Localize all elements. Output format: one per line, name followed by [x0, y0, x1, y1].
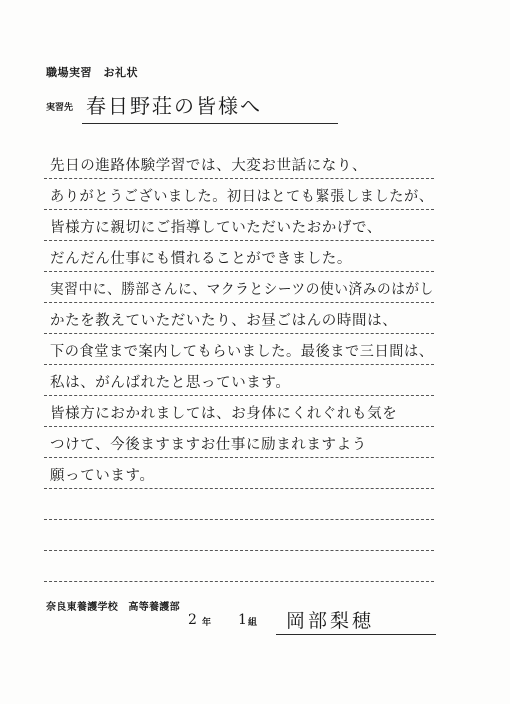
letter-line-text: 願っています。 [50, 468, 155, 484]
letter-line [44, 520, 434, 551]
class-info [188, 608, 438, 638]
letter-body [44, 148, 434, 582]
student-name: 岡部梨穂 [286, 610, 375, 632]
destination-label: 実習先 [46, 103, 74, 113]
letter-line [44, 458, 434, 489]
letter-line [44, 551, 434, 582]
class-unit: 組 [248, 618, 258, 628]
letter-line [44, 427, 434, 458]
destination-underline [82, 123, 338, 124]
name-underline [276, 634, 436, 635]
letter-line-text: 先日の進路体験学習では、大変お世話になり、 [50, 158, 368, 174]
letter-line-text: だんだん仕事にも慣れることができました。 [50, 251, 352, 267]
destination-name: 春日野荘の皆様へ [86, 94, 262, 118]
letter-line [44, 210, 434, 241]
letter-line [44, 396, 434, 427]
letter-line-text: 実習中に、勝部さんに、マクラとシーツの使い済みのはがし [50, 282, 434, 298]
letter-line [44, 365, 434, 396]
letter-line-text: 皆様方に親切にご指導していただいたおかげで、 [50, 220, 382, 236]
school-name: 奈良東養護学校 高等養護部 [46, 602, 180, 613]
letter-line-text: 私は、がんばれたと思っています。 [50, 375, 291, 391]
letter-line-text: 下の食堂まで案内してもらいました。最後まで三日間は、 [50, 344, 434, 360]
letter-line [44, 148, 434, 179]
grade-unit: 年 [202, 618, 212, 628]
letter-line [44, 241, 434, 272]
letter-line [44, 179, 434, 210]
letter-line-text: つけて、今後ますますお仕事に励まれますよう [50, 437, 367, 453]
document-title: 職場実習 お礼状 [46, 66, 138, 79]
letter-line [44, 489, 434, 520]
letter-line-text: 皆様方におかれましては、お身体にくれぐれも気を [50, 406, 398, 422]
letter-line [44, 334, 434, 365]
letter-line-text: かたを教えていただいたり、お昼ごはんの時間は、 [50, 313, 398, 329]
letter-line [44, 272, 434, 303]
class-number: 1 [238, 612, 247, 628]
letter-line [44, 303, 434, 334]
letter-line-text: ありがとうございました。初日はとても緊張しましたが、 [50, 189, 434, 205]
grade-number: 2 [188, 612, 197, 628]
